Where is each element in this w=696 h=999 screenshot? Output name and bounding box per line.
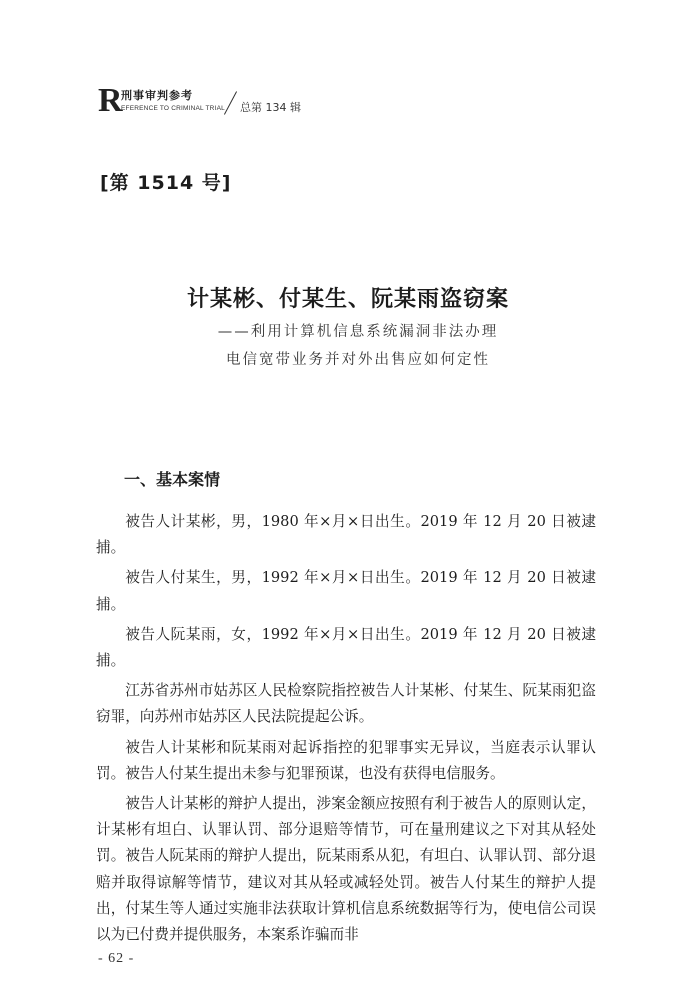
subtitle-line-1: ——利用计算机信息系统漏洞非法办理 <box>217 324 499 340</box>
subtitle-line-2: 电信宽带业务并对外出售应如何定性 <box>226 352 490 368</box>
section-heading: 一、基本案情 <box>124 470 221 489</box>
paragraph: 被告人计某彬的辩护人提出，涉案金额应按照有利于被告人的原则认定，计某彬有坦白、认罪认罚、部分退赔等情节，可在量刑建议之下对其从轻处罚。被告人阮某雨的辩护人提出，阮某雨系从犯，有坦白、认罪认罚、部分退赔并取得谅解等情节，建议对其从轻或减轻处罚。被告人付某生的辩护人提出，付某生等人通过实施非法获取计算机信息系统数据等行为，使电信公司误以为已付费并提供服务，本案系诈骗而非 <box>96 795 596 944</box>
journal-logo-chinese: 刑事审判参考 <box>121 89 193 102</box>
case-body <box>96 509 596 952</box>
paragraph: 被告人计某彬，男，1980 年×月×日出生。2019 年 12 月 20 日被逮捕。 <box>96 513 596 557</box>
paragraph: 被告人付某生，男，1992 年×月×日出生。2019 年 12 月 20 日被逮捕。 <box>96 569 596 613</box>
paragraph: 被告人计某彬和阮某雨对起诉指控的犯罪事实无异议，当庭表示认罪认罚。被告人付某生提出未参与犯罪预谋，也没有获得电信服务。 <box>96 738 596 782</box>
case-title: 计某彬、付某生、阮某雨盗窃案 <box>186 286 509 312</box>
journal-logo-english: EFERENCE TO CRIMINAL TRIAL <box>121 105 225 112</box>
paragraph: 江苏省苏州市姑苏区人民检察院指控被告人计某彬、付某生、阮某雨犯盗窃罪，向苏州市姑苏区人民法院提起公诉。 <box>96 682 596 726</box>
header-divider <box>224 91 237 114</box>
journal-header <box>98 84 358 124</box>
issue-number: 总第 134 辑 <box>240 101 301 114</box>
case-number: [第 1514 号] <box>100 172 232 194</box>
page-number: - 62 - <box>98 951 135 966</box>
paragraph: 被告人阮某雨，女，1992 年×月×日出生。2019 年 12 月 20 日被逮捕。 <box>96 625 596 670</box>
journal-logo-letter: R <box>98 82 123 119</box>
